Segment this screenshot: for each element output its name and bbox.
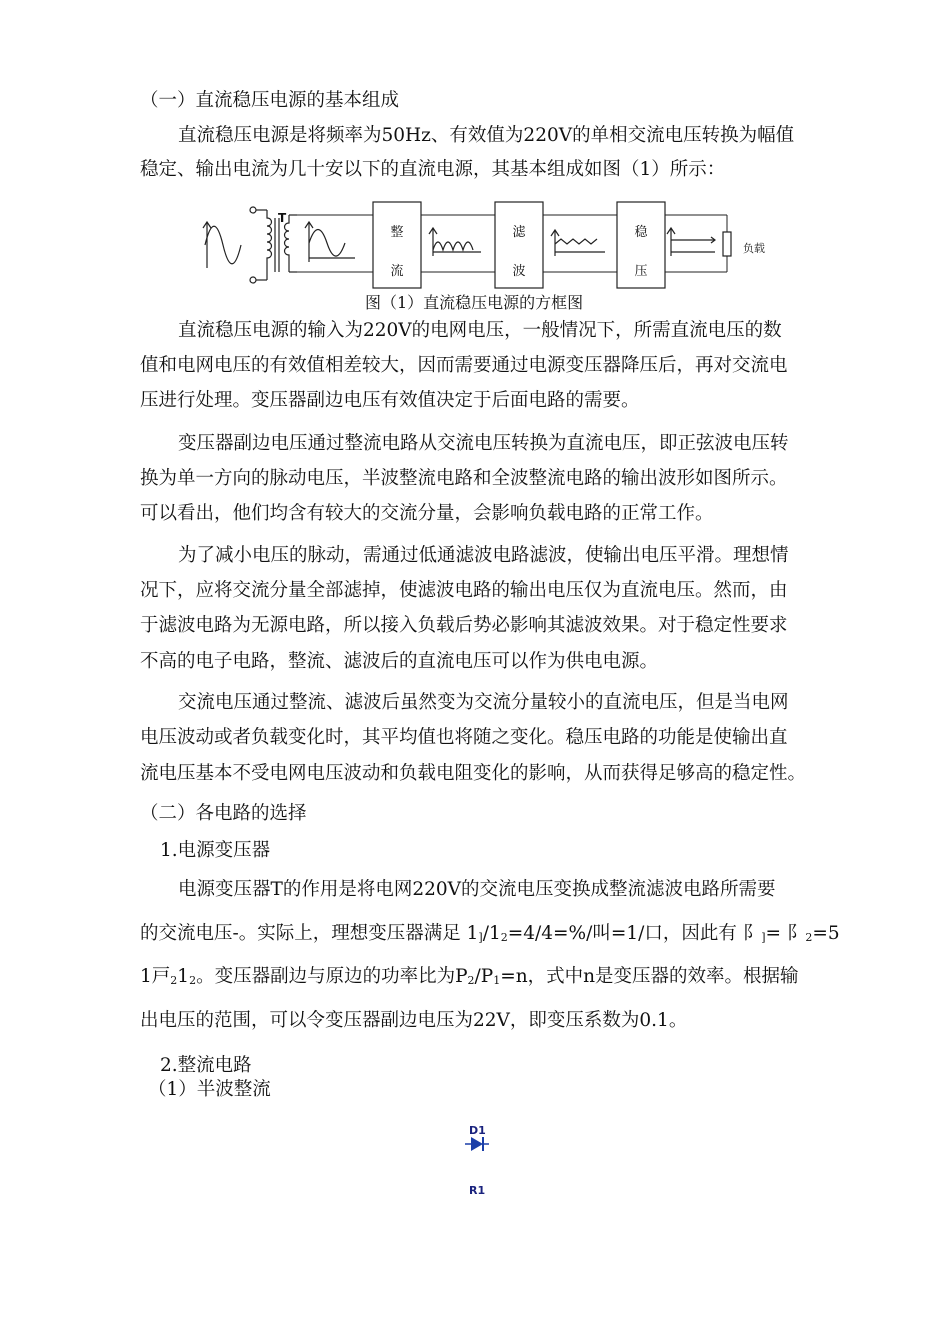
transformer-icon <box>250 207 297 283</box>
secondary-sine-wave <box>305 222 355 262</box>
paragraph-4-line-3: 于滤波电路为无源电路，所以接入负载后势必影响其滤波效果。对于稳定性要求 <box>140 615 788 636</box>
filtered-wave <box>551 230 605 256</box>
paragraph-5-line-2: 电压波动或者负载变化时，其平均值也将随之变化。稳压电路的功能是使输出直 <box>140 727 788 748</box>
paragraph-6-line-4: 出电压的范围，可以令变压器副边电压为22V，即变压系数为0.1。 <box>140 1010 688 1031</box>
text-run: = 阝 <box>765 923 806 944</box>
transformer-label: T <box>278 211 287 225</box>
regulator-block-label-2: 压 <box>634 264 648 279</box>
load-resistor-icon <box>723 232 731 256</box>
text-run: =5 <box>812 923 840 944</box>
paragraph-4-line-1: 为了减小电压的脉动，需通过低通滤波电路滤波，使输出电压平滑。理想情 <box>178 545 789 566</box>
subscript: 2 <box>189 974 197 987</box>
subscript: 2 <box>500 931 508 944</box>
subsection-heading-transformer: 1.电源变压器 <box>160 840 271 861</box>
text-run: =n，式中n是变压器的效率。根据输 <box>500 966 799 987</box>
resistor-label: R1 <box>469 1184 486 1197</box>
paragraph-5-line-3: 流电压基本不受电网电压波动和负载电阻变化的影响，从而获得足够高的稳定性。 <box>140 763 807 784</box>
paragraph-6-line-3 <box>140 968 799 987</box>
paragraph-6-line-2 <box>140 925 840 944</box>
dc-output-wave <box>667 228 715 256</box>
paragraph-6-line-1: 电源变压器T的作用是将电网220V的交流电压变换成整流滤波电路所需要 <box>178 879 776 900</box>
text-run: 。变压器副边与原边的功率比为P <box>196 966 468 987</box>
text-run: 1戸 <box>140 966 171 987</box>
section-heading-1: （一）直流稳压电源的基本组成 <box>140 90 400 111</box>
paragraph-3-line-3: 可以看出，他们均含有较大的交流分量，会影响负载电路的正常工作。 <box>140 503 714 524</box>
block-diagram <box>195 200 775 295</box>
half-wave-circuit <box>455 1118 505 1208</box>
rectified-wave <box>429 228 481 256</box>
subsection-heading-rectifier: 2.整流电路 <box>160 1055 252 1076</box>
paragraph-4-line-2: 况下，应将交流分量全部滤掉，使滤波电路的输出电压仅为直流电压。然而，由 <box>140 580 788 601</box>
subscript: 2 <box>170 974 178 987</box>
paragraph-2-line-2: 值和电网电压的有效值相差较大，因而需要通过电源变压器降压后，再对交流电 <box>140 355 788 376</box>
subsection-heading-half-wave: （1）半波整流 <box>148 1079 271 1100</box>
filter-block-label-1: 滤 <box>512 225 526 240</box>
figure-caption: 图（1）直流稳压电源的方框图 <box>365 293 584 312</box>
paragraph-1-line-1: 直流稳压电源是将频率为50Hz、有效值为220V的单相交流电压转换为幅值 <box>178 125 795 146</box>
subscript: 2 <box>805 931 813 944</box>
paragraph-5-line-1: 交流电压通过整流、滤波后虽然变为交流分量较小的直流电压，但是当电网 <box>178 692 789 713</box>
input-sine-wave <box>203 222 241 268</box>
section-heading-2: （二）各电路的选择 <box>140 803 307 824</box>
subscript: 1 <box>493 974 501 987</box>
paragraph-3-line-2: 换为单一方向的脉动电压，半波整流电路和全波整流电路的输出波形如图所示。 <box>140 468 788 489</box>
paragraph-3-line-1: 变压器副边电压通过整流电路从交流电压转换为直流电压，即正弦波电压转 <box>178 433 789 454</box>
subscript: 2 <box>467 974 475 987</box>
text-run: 1 <box>177 966 190 987</box>
subscript: ] <box>478 931 483 944</box>
paragraph-1-line-2: 稳定、输出电流为几十安以下的直流电源，其基本组成如图（1）所示： <box>140 159 726 180</box>
load-label: 负载 <box>743 242 765 255</box>
diode-label: D1 <box>469 1124 486 1137</box>
filter-block-label-2: 波 <box>512 264 526 279</box>
paragraph-2-line-3: 压进行处理。变压器副边电压有效值决定于后面电路的需要。 <box>140 390 640 411</box>
text-run: 的交流电压 <box>140 923 233 944</box>
paragraph-4-line-4: 不高的电子电路，整流、滤波后的直流电压可以作为供电电源。 <box>140 651 659 672</box>
regulator-block-label-1: 稳 <box>634 225 648 240</box>
subscript: ] <box>761 931 766 944</box>
text-run: -。实际上，理想变压器满足 1 <box>232 923 479 944</box>
text-run: =4/4=%/叫=1/口，因此有 阝 <box>507 923 762 944</box>
text-run: /P <box>474 966 494 987</box>
paragraph-2-line-1: 直流稳压电源的输入为220V的电网电压，一般情况下，所需直流电压的数 <box>178 320 782 341</box>
rectifier-block-label-1: 整 <box>390 225 404 240</box>
diode-icon <box>465 1137 489 1151</box>
rectifier-block-label-2: 流 <box>390 264 404 279</box>
text-run: /1 <box>482 923 501 944</box>
